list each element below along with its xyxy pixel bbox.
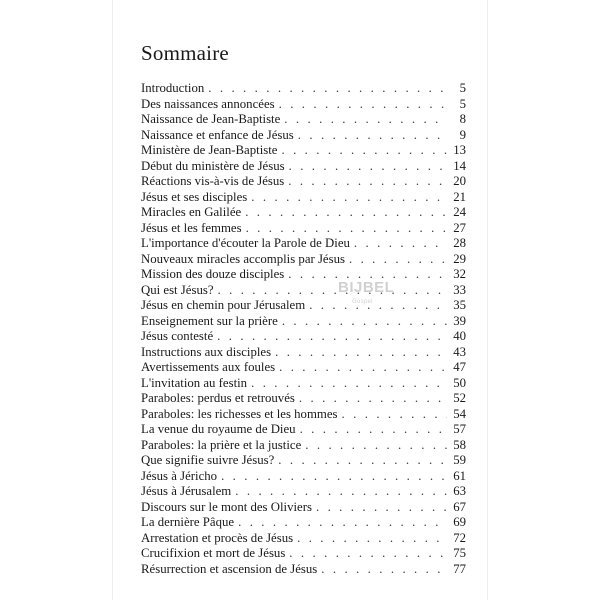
toc-entry-page: 77 <box>453 561 466 576</box>
toc-leader-dots <box>281 143 447 159</box>
toc-leader-dots <box>279 360 447 376</box>
toc-entry-label: Jésus et les femmes <box>141 220 242 235</box>
page-title: Sommaire <box>141 41 229 65</box>
toc-entry-label: Introduction <box>141 81 205 95</box>
watermark-logo <box>338 281 394 309</box>
toc-entry-page: 57 <box>453 422 466 436</box>
toc-leader-dots <box>235 484 447 500</box>
toc-entry-page: 35 <box>453 298 466 312</box>
toc-entry <box>141 546 466 562</box>
toc-entry-label: Ministère de Jean-Baptiste <box>141 143 278 157</box>
toc-leader-dots <box>217 329 447 345</box>
toc-entry-page: 47 <box>453 360 466 374</box>
toc-entry <box>141 283 466 299</box>
toc-leader-dots <box>297 531 447 547</box>
toc-leader-dots <box>251 190 447 206</box>
toc-entry <box>141 81 466 97</box>
toc-leader-dots <box>288 174 447 190</box>
toc-entry <box>141 345 466 361</box>
toc-entry <box>141 360 466 376</box>
toc-leader-dots <box>282 314 447 330</box>
toc-entry <box>141 500 466 516</box>
toc-entry <box>141 143 466 159</box>
toc-entry-page: 69 <box>453 515 466 529</box>
toc-entry <box>141 391 466 407</box>
toc-entry-label: La dernière Pâque <box>141 515 235 529</box>
toc-leader-dots <box>299 391 447 407</box>
toc-entry <box>141 128 466 144</box>
toc-leader-dots <box>289 159 447 175</box>
toc-entry-label: Réactions vis-à-vis de Jésus <box>141 174 285 188</box>
toc-entry-page: 27 <box>453 220 466 235</box>
toc-entry-label: Naissance et enfance de Jésus <box>141 127 294 142</box>
toc-entry-page: 9 <box>459 127 466 142</box>
toc-entry-page: 54 <box>453 406 466 421</box>
toc-entry-label: Mission des douze disciples <box>141 267 285 281</box>
toc-entry-label: Qui est Jésus? <box>141 282 214 297</box>
toc-leader-dots <box>342 407 447 423</box>
toc-entry-page: 33 <box>453 282 466 297</box>
toc-entry <box>141 515 466 531</box>
toc-entry-label: Naissance de Jean-Baptiste <box>141 112 281 126</box>
toc-entry <box>141 376 466 392</box>
toc-entry <box>141 314 466 330</box>
toc-entry <box>141 267 466 283</box>
toc-leader-dots <box>305 438 447 454</box>
toc-leader-dots <box>300 422 447 438</box>
toc-entry-label: L'importance d'écouter la Parole de Dieu <box>141 236 350 250</box>
toc-entry-page: 50 <box>453 375 466 390</box>
toc-entry-page: 63 <box>453 484 466 498</box>
toc-leader-dots <box>208 81 447 97</box>
toc-entry-label: Avertissements aux foules <box>141 360 276 374</box>
toc-entry <box>141 252 466 268</box>
toc-entry <box>141 205 466 221</box>
toc-entry-label: Des naissances annoncées <box>141 96 275 111</box>
toc-entry-page: 59 <box>453 453 466 467</box>
toc-entry-label: La venue du royaume de Dieu <box>141 422 296 436</box>
toc-entry <box>141 236 466 252</box>
toc-leader-dots <box>279 97 447 113</box>
toc-entry-label: Résurrection et ascension de Jésus <box>141 561 318 576</box>
toc-entry-page: 5 <box>459 81 466 95</box>
toc-entry <box>141 190 466 206</box>
toc-entry-label: Jésus contesté <box>141 329 214 343</box>
toc-entry-label: Que signifie suivre Jésus? <box>141 453 275 467</box>
toc-entry-label: Arrestation et procès de Jésus <box>141 530 294 545</box>
toc-leader-dots <box>221 469 447 485</box>
toc-entry <box>141 97 466 113</box>
toc-entry-page: 39 <box>453 313 466 328</box>
toc-entry-page: 21 <box>453 189 466 204</box>
toc-entry-label: Nouveaux miracles accomplis par Jésus <box>141 251 345 266</box>
toc-entry <box>141 438 466 454</box>
toc-entry <box>141 174 466 190</box>
toc-entry-page: 67 <box>453 499 466 514</box>
toc-entry-page: 13 <box>453 143 466 157</box>
toc-entry-page: 24 <box>453 205 466 219</box>
watermark-tagline: Gospel <box>352 299 373 305</box>
toc-entry-label: Crucifixion et mort de Jésus <box>141 546 286 560</box>
toc-entry <box>141 562 466 578</box>
toc-entry-label: Discours sur le mont des Oliviers <box>141 499 312 514</box>
toc-entry <box>141 159 466 175</box>
toc-entry-label: Jésus à Jéricho <box>141 468 218 483</box>
toc-entry <box>141 407 466 423</box>
toc-entry-page: 32 <box>453 267 466 281</box>
toc-entry-label: Instructions aux disciples <box>141 344 272 359</box>
toc-entry <box>141 422 466 438</box>
toc-leader-dots <box>354 236 447 252</box>
toc-entry <box>141 531 466 547</box>
toc-entry-page: 75 <box>453 546 466 560</box>
toc-leader-dots <box>349 252 447 268</box>
toc-leader-dots <box>275 345 447 361</box>
toc-entry-label: Miracles en Galilée <box>141 205 242 219</box>
toc-leader-dots <box>289 546 447 562</box>
toc-entry-page: 72 <box>453 530 466 545</box>
toc-entry-label: Paraboles: perdus et retrouvés <box>141 391 295 405</box>
toc-entry-page: 5 <box>459 96 466 111</box>
toc-leader-dots <box>251 376 447 392</box>
toc-entry-label: Jésus et ses disciples <box>141 189 248 204</box>
toc-entry-page: 20 <box>453 174 466 188</box>
toc-entry <box>141 484 466 500</box>
toc-entry-label: Début du ministère de Jésus <box>141 158 285 173</box>
toc-entry-label: Paraboles: la prière et la justice <box>141 437 302 452</box>
toc-entry-label: Jésus à Jérusalem <box>141 484 232 498</box>
toc-entry-page: 14 <box>453 158 466 173</box>
toc-entry <box>141 221 466 237</box>
toc-entry-page: 8 <box>459 112 466 126</box>
toc-leader-dots <box>298 128 447 144</box>
toc-leader-dots <box>245 205 447 221</box>
table-of-contents <box>141 81 466 577</box>
toc-entry-page: 52 <box>453 391 466 405</box>
toc-entry <box>141 112 466 128</box>
toc-leader-dots <box>246 221 447 237</box>
toc-entry-label: L'invitation au festin <box>141 375 248 390</box>
watermark-brand: BIJBEL <box>338 279 395 296</box>
toc-leader-dots <box>316 500 447 516</box>
toc-entry-label: Paraboles: les richesses et les hommes <box>141 406 338 421</box>
toc-leader-dots <box>321 562 447 578</box>
toc-entry-page: 43 <box>453 344 466 359</box>
toc-entry-label: Enseignement sur la prière <box>141 313 278 328</box>
toc-leader-dots <box>278 453 447 469</box>
toc-entry-page: 58 <box>453 437 466 452</box>
toc-entry <box>141 298 466 314</box>
toc-leader-dots <box>238 515 447 531</box>
toc-leader-dots <box>218 283 447 299</box>
toc-entry-page: 29 <box>453 251 466 266</box>
toc-entry-page: 40 <box>453 329 466 343</box>
toc-leader-dots <box>284 112 447 128</box>
toc-entry-page: 61 <box>453 468 466 483</box>
toc-entry-page: 28 <box>453 236 466 250</box>
toc-entry <box>141 469 466 485</box>
toc-entry <box>141 329 466 345</box>
toc-entry <box>141 453 466 469</box>
toc-entry-label: Jésus en chemin pour Jérusalem <box>141 298 306 312</box>
